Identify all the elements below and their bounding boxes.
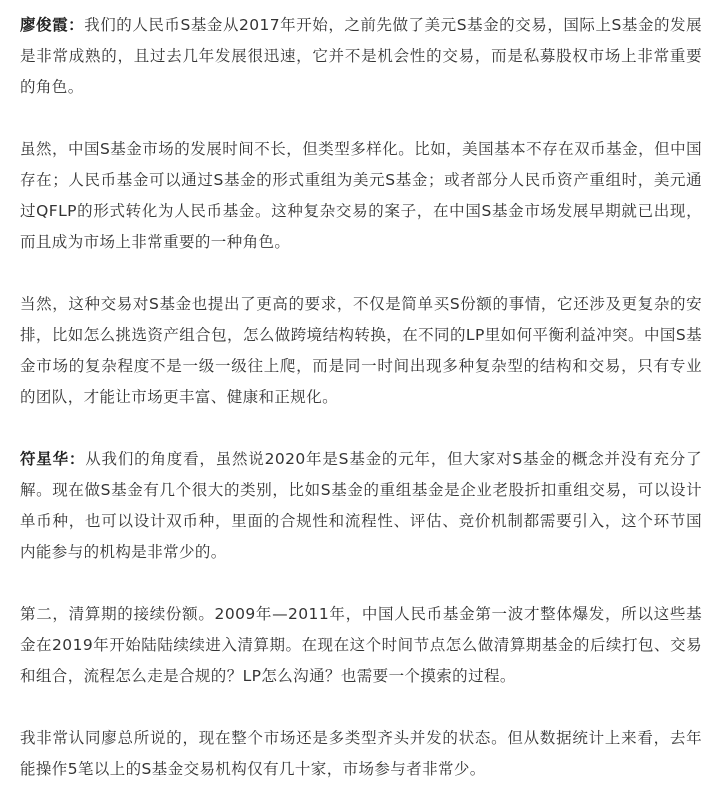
paragraph-6 [20, 723, 702, 785]
paragraph-1 [20, 10, 702, 103]
paragraph-text: 我们的人民币S基金从2017年开始，之前先做了美元S基金的交易，国际上S基金的发展是非常成熟的，且过去几年发展很迅速，它并不是机会性的交易，而是私募股权市场上非常重要的角色。 [20, 16, 702, 96]
paragraph-4 [20, 444, 702, 568]
speaker-name: 符星华： [20, 450, 86, 468]
paragraph-text: 当然，这种交易对S基金也提出了更高的要求，不仅是简单买S份额的事情，它还涉及更复杂的安排，比如怎么挑选资产组合包，怎么做跨境结构转换，在不同的LP里如何平衡利益冲突。中国S基金市场的复杂程度不是一级一级往上爬，而是同一时间出现多种复杂型的结构和交易，只有专业的团队，才能让市场更丰富、健康和正规化。 [20, 295, 702, 406]
paragraph-text: 从我们的角度看，虽然说2020年是S基金的元年，但大家对S基金的概念并没有充分了解。现在做S基金有几个很大的类别，比如S基金的重组基金是企业老股折扣重组交易，可以设计单币种，也可以设计双币种，里面的合规性和流程性、评估、竞价机制都需要引入，这个环节国内能参与的机构是非常少的。 [20, 450, 702, 561]
paragraph-3 [20, 289, 702, 413]
paragraph-2 [20, 134, 702, 258]
paragraph-text: 第二，清算期的接续份额。2009年—2011年，中国人民币基金第一波才整体爆发，所以这些基金在2019年开始陆陆续续进入清算期。在现在这个时间节点怎么做清算期基金的后续打包、交易和组合，流程怎么走是合规的？LP怎么沟通？也需要一个摸索的过程。 [20, 605, 702, 685]
paragraph-text: 虽然，中国S基金市场的发展时间不长，但类型多样化。比如，美国基本不存在双币基金，但中国存在；人民币基金可以通过S基金的形式重组为美元S基金；或者部分人民币资产重组时，美元通过QFLP的形式转化为人民币基金。这种复杂交易的案子，在中国S基金市场发展早期就已出现，而且成为市场上非常重要的一种角色。 [20, 140, 702, 251]
paragraph-5 [20, 599, 702, 692]
paragraph-text: 我非常认同廖总所说的，现在整个市场还是多类型齐头并发的状态。但从数据统计上来看，去年能操作5笔以上的S基金交易机构仅有几十家，市场参与者非常少。 [20, 729, 702, 778]
speaker-name: 廖俊霞： [20, 16, 85, 34]
